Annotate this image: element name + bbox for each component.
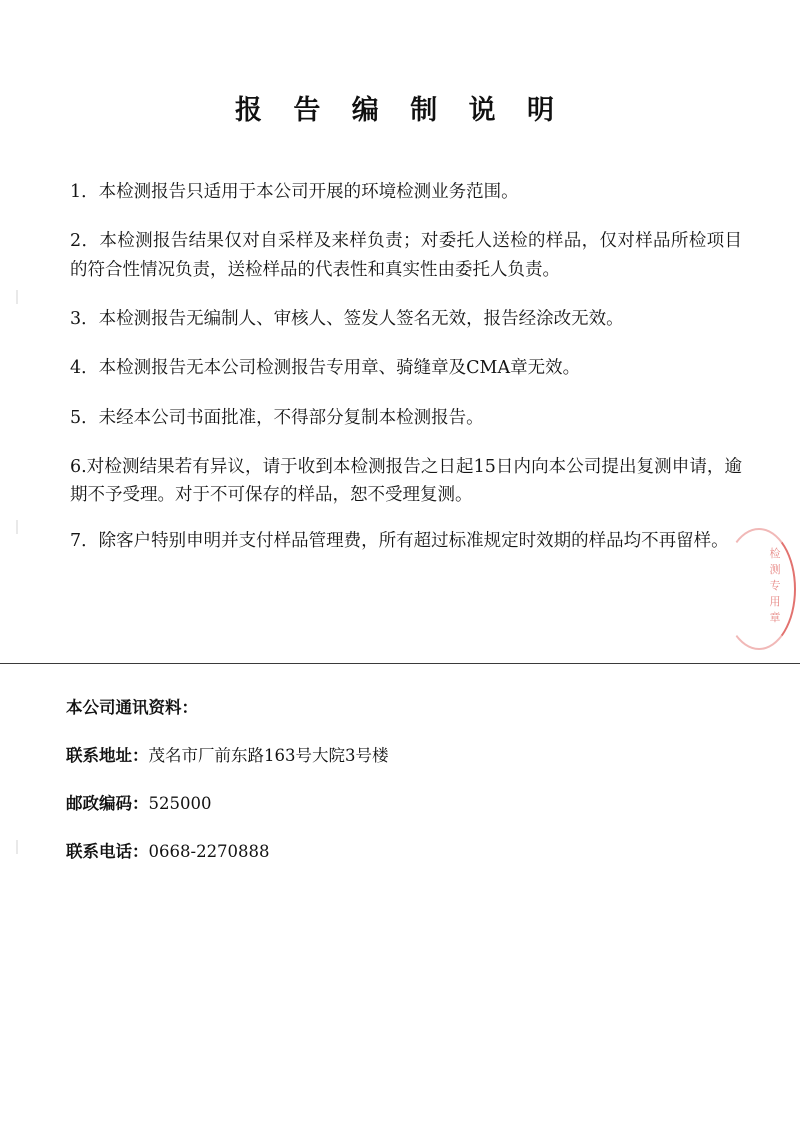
clause-text: 除客户特别申明并支付样品管理费，所有超过标准规定时效期的样品均不再留样。 bbox=[98, 530, 729, 551]
contact-address-label: 联系地址： bbox=[66, 746, 149, 765]
clause-number: 4． bbox=[70, 358, 99, 379]
contact-phone-value: 0668-2270888 bbox=[148, 842, 270, 861]
clause-number: 7． bbox=[70, 530, 99, 551]
contact-phone-row bbox=[66, 838, 389, 862]
clause-text: 本检测报告无编制人、审核人、签发人签名无效，报告经涂改无效。 bbox=[98, 309, 624, 330]
clause-text: 本检测报告无本公司检测报告专用章、骑缝章及CMA章无效。 bbox=[98, 358, 581, 379]
list-item bbox=[70, 354, 742, 382]
section-divider bbox=[0, 663, 800, 664]
contact-address-value: 茂名市厂前东路163号大院3号楼 bbox=[148, 746, 389, 765]
contact-postcode-value: 525000 bbox=[148, 794, 212, 813]
clause-number: 1． bbox=[70, 182, 99, 202]
clause-text: 未经本公司书面批准，不得部分复制本检测报告。 bbox=[98, 407, 484, 428]
page-title: 报 告 编 制 说 明 bbox=[235, 95, 565, 126]
clause-number: 2． bbox=[70, 231, 100, 252]
list-item bbox=[70, 178, 742, 206]
company-seal-icon bbox=[764, 528, 800, 648]
clause-number: 6. bbox=[70, 457, 87, 478]
clause-text: 本检测报告只适用于本公司开展的环境检测业务范围。 bbox=[98, 182, 519, 202]
list-item bbox=[70, 227, 742, 284]
seal-text: 检测专用章 bbox=[769, 547, 781, 624]
list-item bbox=[70, 527, 742, 555]
clause-number: 5． bbox=[70, 407, 99, 428]
scan-artifact bbox=[16, 290, 18, 304]
scan-artifact bbox=[16, 840, 18, 854]
clause-text: 本检测报告结果仅对自采样及来样负责；对委托人送检的样品，仅对样品所检项目的符合性情况负责，送检样品的代表性和真实性由委托人负责。 bbox=[70, 231, 742, 280]
clause-text: 对检测结果若有异议，请于收到本检测报告之日起15日内向本公司提出复测申请，逾期不予受理。对于不可保存的样品，恕不受理复测。 bbox=[70, 457, 742, 506]
contact-postcode-label: 邮政编码： bbox=[66, 794, 149, 813]
list-item bbox=[70, 404, 742, 432]
list-item bbox=[70, 305, 742, 333]
contact-heading: 本公司通讯资料： bbox=[66, 698, 198, 717]
contact-postcode-row bbox=[66, 790, 389, 814]
contact-address-row bbox=[66, 742, 389, 766]
clause-number: 3． bbox=[70, 309, 99, 330]
list-item bbox=[70, 453, 742, 510]
contact-phone-label: 联系电话： bbox=[66, 842, 149, 861]
contact-block bbox=[66, 694, 389, 886]
scan-artifact bbox=[16, 520, 18, 534]
clause-list bbox=[70, 178, 742, 572]
